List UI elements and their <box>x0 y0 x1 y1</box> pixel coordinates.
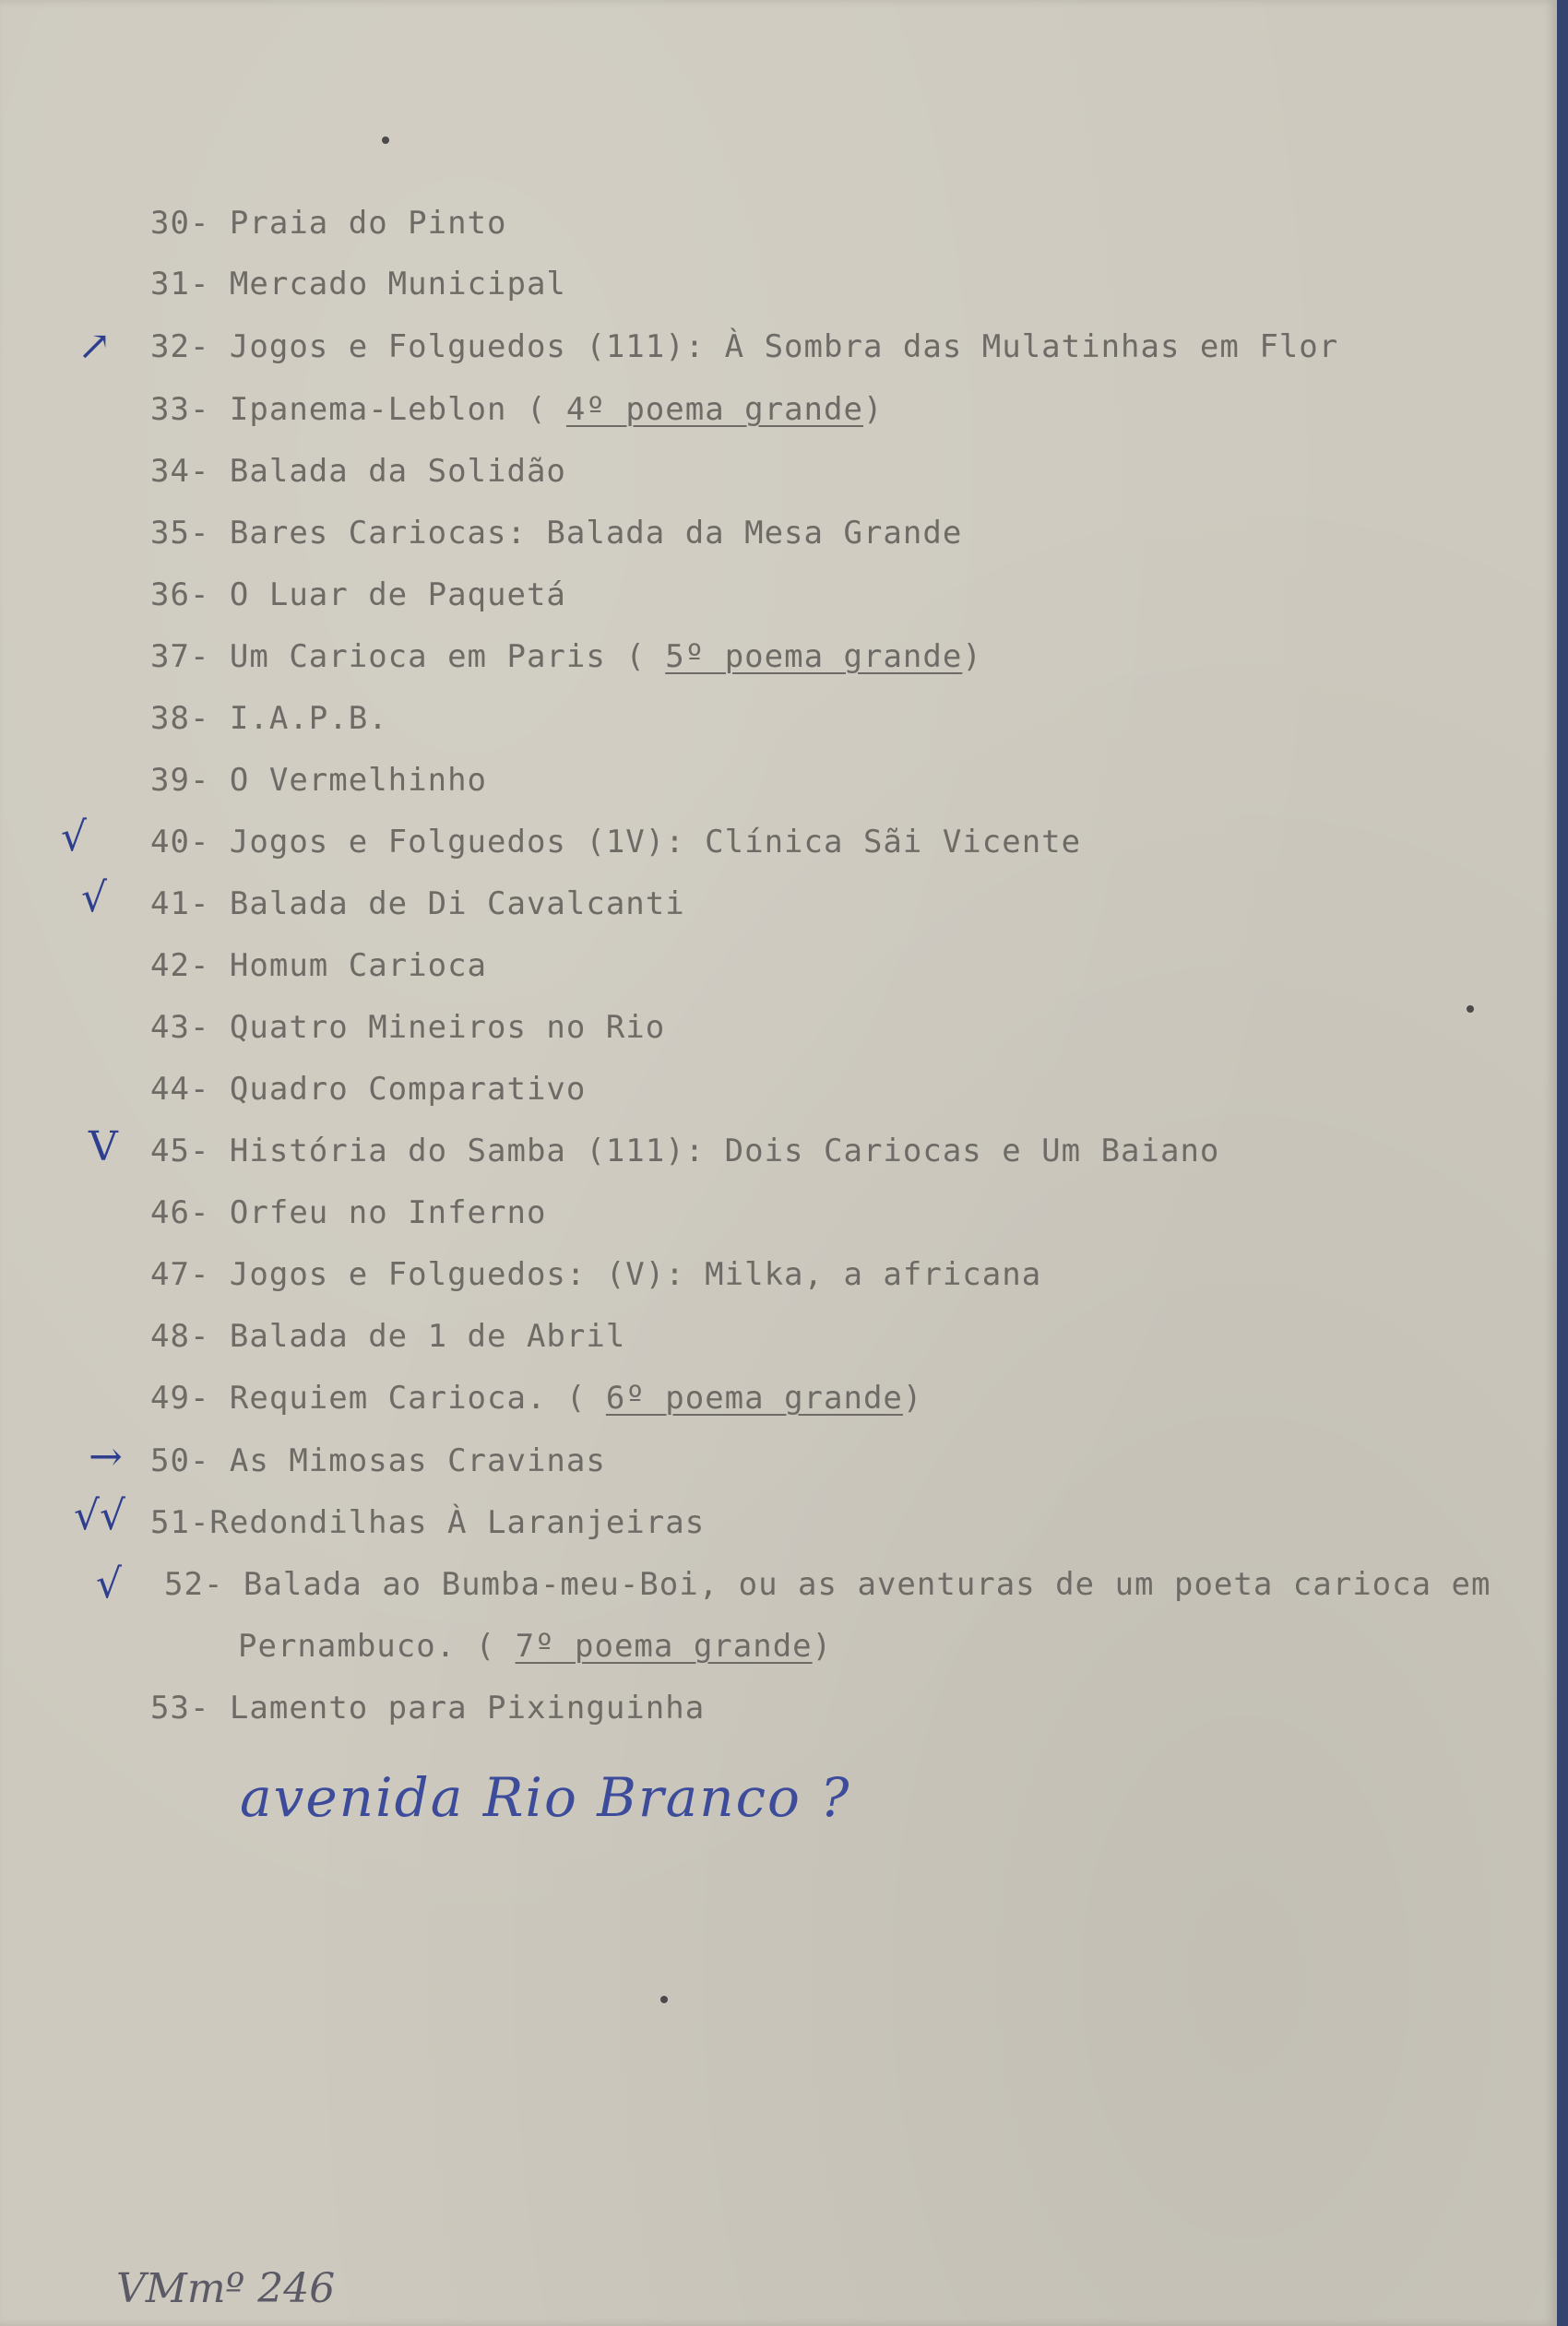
list-item: 41- Balada de Di Cavalcanti <box>150 885 685 922</box>
list-item: 45- História do Samba (111): Dois Cariocas e Um Baiano <box>150 1133 1220 1169</box>
list-item: 34- Balada da Solidão <box>150 453 566 490</box>
check-mark-icon: V <box>89 1123 118 1170</box>
list-item: 48- Balada de 1 de Abril <box>150 1318 626 1355</box>
list-item: 49- Requiem Carioca. ( 6º poema grande) <box>150 1380 923 1417</box>
list-item: 44- Quadro Comparativo <box>150 1071 587 1108</box>
list-item: 47- Jogos e Folguedos: (V): Milka, a africana <box>150 1256 1042 1293</box>
list-item: 38- I.A.P.B. <box>150 700 388 737</box>
paper-speck <box>1467 1005 1474 1013</box>
list-item: 32- Jogos e Folguedos (111): À Sombra das Mulatinhas em Flor <box>150 328 1339 365</box>
paper-speck <box>382 136 389 144</box>
list-item: 43- Quatro Mineiros no Rio <box>150 1009 666 1046</box>
check-mark-icon: √ <box>81 874 108 921</box>
list-item: 33- Ipanema-Leblon ( 4º poema grande) <box>150 391 884 428</box>
list-item: 40- Jogos e Folguedos (1V): Clínica Sãi Vicente <box>150 824 1082 860</box>
handwritten-note: avenida Rio Branco ? <box>240 1766 851 1829</box>
list-item: 31- Mercado Municipal <box>150 266 566 303</box>
list-item-continuation: Pernambuco. ( 7º poema grande) <box>238 1628 833 1665</box>
paper-speck <box>660 1996 668 2003</box>
list-item: 37- Um Carioca em Paris ( 5º poema grande) <box>150 638 982 675</box>
check-mark-icon: ↗ <box>77 323 112 370</box>
archive-reference: VMmº 246 <box>116 2265 336 2312</box>
list-item: 52- Balada ao Bumba-meu-Boi, ou as aventuras de um poeta carioca em <box>164 1566 1491 1603</box>
list-item: 36- O Luar de Paquetá <box>150 576 566 613</box>
list-item: 30- Praia do Pinto <box>150 205 507 242</box>
background-edge <box>1557 0 1568 2326</box>
check-mark-icon: √ <box>61 813 88 860</box>
list-item: 50- As Mimosas Cravinas <box>150 1442 606 1479</box>
list-item: 35- Bares Cariocas: Balada da Mesa Grande <box>150 515 963 552</box>
list-item: 42- Homum Carioca <box>150 947 488 984</box>
list-item: 53- Lamento para Pixinguinha <box>150 1690 706 1727</box>
list-item: 51-Redondilhas À Laranjeiras <box>150 1504 706 1541</box>
list-item: 46- Orfeu no Inferno <box>150 1194 547 1231</box>
list-item: 39- O Vermelhinho <box>150 762 488 799</box>
check-mark-icon: √ <box>96 1561 123 1608</box>
arrow-mark-icon: → <box>89 1433 123 1480</box>
check-mark-icon: √√ <box>74 1492 126 1539</box>
